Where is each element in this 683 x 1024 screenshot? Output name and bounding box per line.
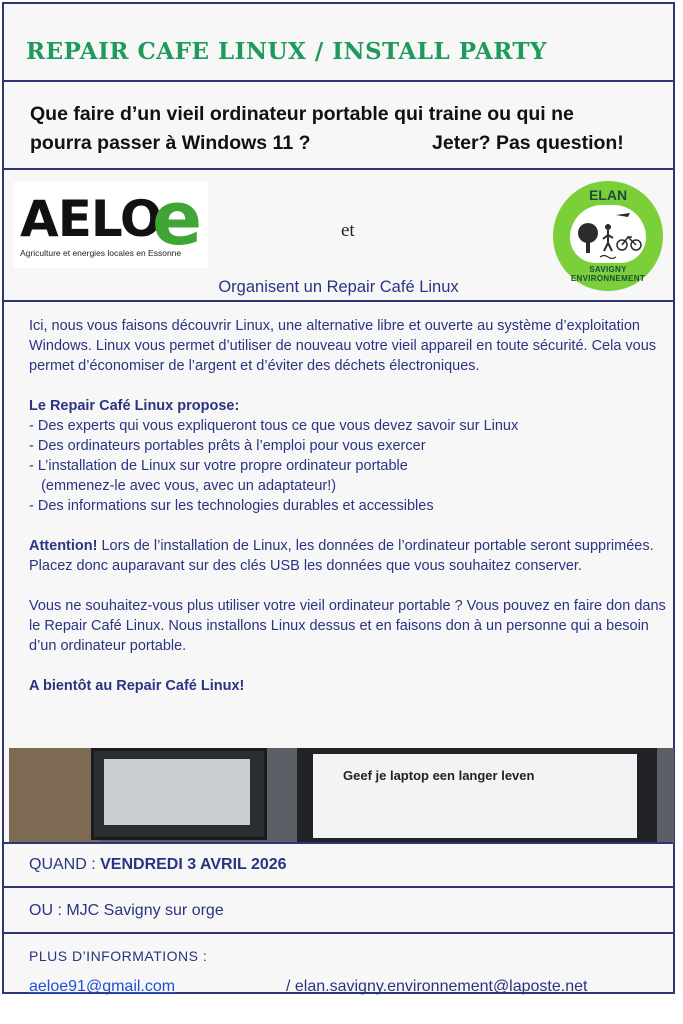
et-text: et (341, 220, 355, 241)
divider (4, 168, 673, 170)
propose-heading: Le Repair Café Linux propose: (29, 398, 240, 414)
flyer-title: REPAIR CAFE LINUX / INSTALL PARTY (26, 38, 547, 65)
divider (4, 886, 673, 888)
question-line-2-right: Jeter? Pas question! (432, 132, 624, 154)
intro-paragraph: Ici, nous vous faisons découvrir Linux, une alternative libre et ouverte au système d’exploitation Windows. Linux vous permet d’utiliser de nouveau votre vieil appareil en toute sécurité. Cela vous permet d’économiser de l’argent et d’éviter des déchets électroniques. (29, 318, 657, 374)
photo-laptop-left-screen (104, 759, 250, 825)
organise-line: Organisent un Repair Café Linux (218, 278, 459, 296)
email-link-aeloe[interactable]: aeloe91@gmail.com (29, 978, 176, 995)
aeloe-logo-subtitle: Agriculture et energies locales en Essonne (20, 248, 182, 258)
aeloe-logo-e: e (152, 176, 203, 262)
photo-laptop-right (297, 748, 657, 844)
when-value: VENDREDI 3 AVRIL 2026 (100, 856, 287, 873)
question-line-1: Que faire d’un vieil ordinateur portable qui traine ou qui ne (30, 103, 574, 125)
flyer-frame (2, 2, 675, 994)
donation-paragraph: Vous ne souhaitez-vous plus utiliser votre vieil ordinateur portable ? Vous pouvez en faire don dans le Repair Café Linux. Nous installons Linux dessus et en faisons don à un personne qui a besoin d’un ordinateur portable. (29, 598, 666, 654)
attention-label: Attention! (29, 538, 98, 554)
divider (4, 932, 673, 934)
aeloe-logo (14, 176, 208, 268)
question-line-2: pourra passer à Windows 11 ? (30, 132, 311, 154)
when-label: QUAND : (29, 856, 101, 873)
divider (4, 300, 673, 302)
propose-section (29, 396, 669, 516)
question-block (30, 100, 660, 158)
photo-screen-text: Geef je laptop een langer leven (343, 768, 535, 783)
main-text (29, 316, 669, 716)
divider (4, 842, 673, 844)
propose-item: - Des experts qui vous expliqueront tous ce que vous devez savoir sur Linux (29, 418, 519, 434)
propose-item: (emmenez-le avec vous, avec un adaptateur!) (29, 478, 337, 494)
when-line (29, 856, 287, 874)
propose-item: - L’installation de Linux sur votre propre ordinateur portable (29, 458, 408, 474)
photo-laptop-left (91, 748, 267, 840)
laptops-photo (9, 748, 674, 844)
photo-laptop-right-screen (313, 754, 637, 838)
elan-logo-illustration (570, 205, 646, 263)
photo-desk (9, 748, 99, 844)
propose-item: - Des informations sur les technologies durables et accessibles (29, 498, 434, 514)
more-info-label: PLUS D’INFORMATIONS : (29, 948, 208, 964)
where-line: OU : MJC Savigny sur orge (29, 902, 224, 919)
aeloe-logo-word: AELO (20, 190, 162, 248)
propose-item: - Des ordinateurs portables prêts à l’emploi pour vous exercer (29, 438, 426, 454)
divider (4, 80, 673, 82)
elan-logo-subtitle: SAVIGNY ENVIRONNEMENT (570, 265, 646, 283)
closing-line: A bientôt au Repair Café Linux! (29, 678, 245, 694)
elan-logo-title: ELAN (588, 187, 628, 203)
elan-logo (553, 181, 663, 291)
attention-paragraph (29, 536, 669, 576)
attention-text: Lors de l’installation de Linux, les données de l’ordinateur portable seront supprimées. Placez donc auparavant sur des clés USB les données que vous souhaitez conserver. (29, 538, 654, 574)
email-elan: / elan.savigny.environnement@laposte.net (286, 978, 588, 995)
